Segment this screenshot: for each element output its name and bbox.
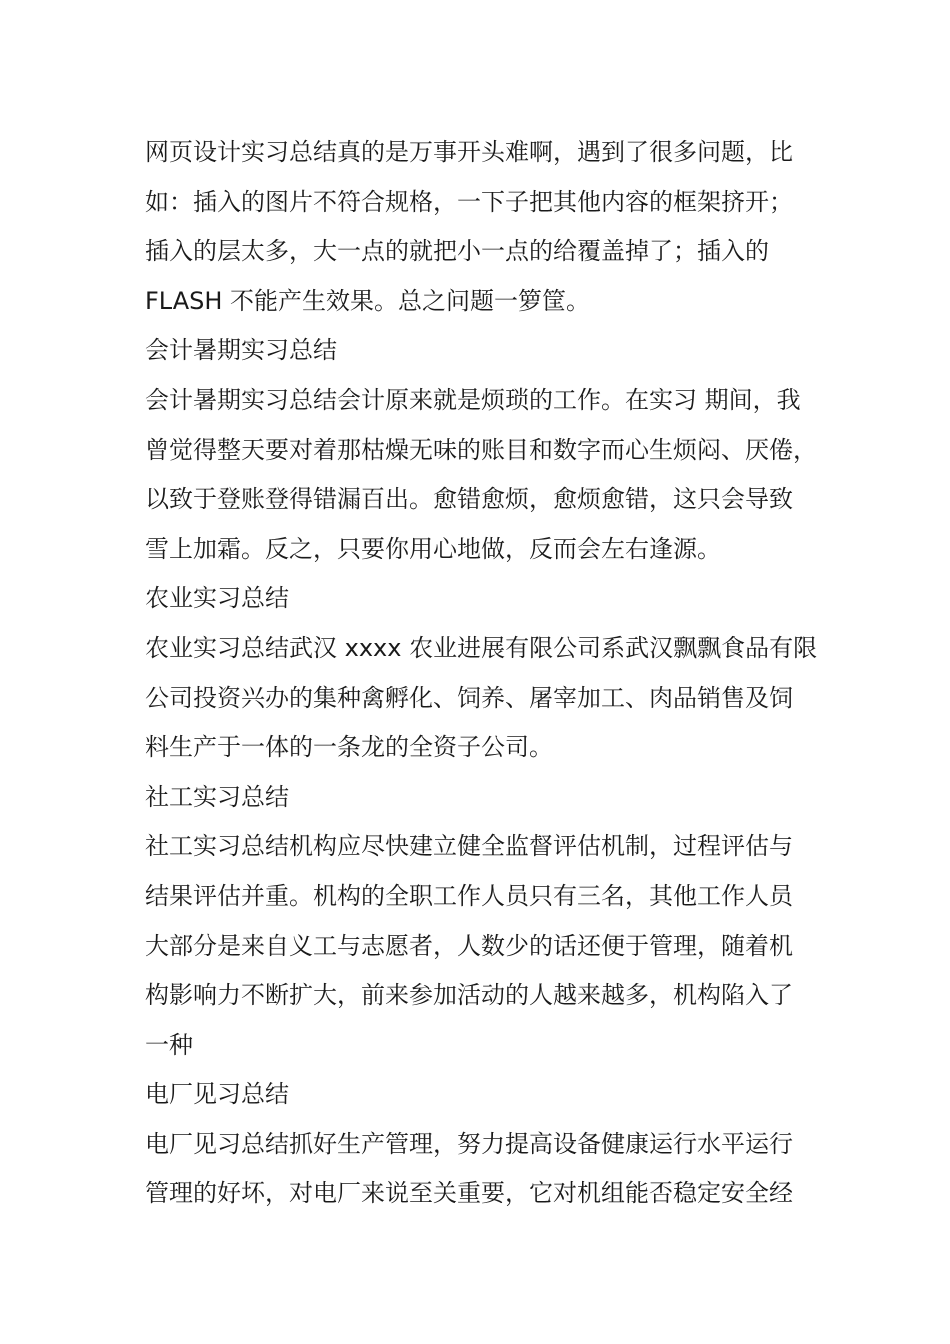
text-line: 公司投资兴办的集种禽孵化、饲养、屠宰加工、肉品销售及饲 (145, 683, 793, 712)
text-line: 构影响力不断扩大，前来参加活动的人越来越多，机构陷入了 (145, 981, 793, 1010)
document-body (145, 128, 825, 1219)
text-line: 电厂见习总结抓好生产管理，努力提高设备健康运行水平运行 (145, 1129, 793, 1158)
section-heading: 社工实习总结 (145, 782, 289, 811)
text-line: 网页设计实习总结真的是万事开头难啊，遇到了很多问题，比 (145, 138, 793, 166)
section-heading: 电厂见习总结 (145, 1080, 289, 1109)
section-heading: 农业实习总结 (145, 584, 289, 613)
text-line: 一种 (145, 1030, 193, 1059)
text-line: 农业实习总结武汉 xxxx 农业进展有限公司系武汉飘飘食品有限 (145, 633, 818, 662)
text-line: 雪上加霜。反之，只要你用心地做，反而会左右逢源。 (145, 534, 721, 563)
text-line: 如：插入的图片不符合规格，一下子把其他内容的框架挤开； (145, 187, 793, 216)
text-line: 社工实习总结机构应尽快建立健全监督评估机制，过程评估与 (145, 832, 793, 861)
text-line: 结果评估并重。机构的全职工作人员只有三名，其他工作人员 (145, 881, 793, 910)
text-line: 大部分是来自义工与志愿者，人数少的话还便于管理，随着机 (145, 931, 793, 960)
text-line: 料生产于一体的一条龙的全资子公司。 (145, 733, 553, 762)
text-line: 以致于登账登得错漏百出。愈错愈烦，愈烦愈错，这只会导致 (145, 485, 793, 514)
text-line: 曾觉得整天要对着那枯燥无味的账目和数字而心生烦闷、厌倦， (145, 435, 817, 464)
text-line: FLASH 不能产生效果。总之问题一箩筐。 (145, 286, 591, 315)
text-line: 管理的好坏，对电厂来说至关重要，它对机组能否稳定安全经 (145, 1179, 793, 1208)
text-line: 插入的层太多，大一点的就把小一点的给覆盖掉了；插入的 (145, 237, 769, 266)
section-heading: 会计暑期实习总结 (145, 336, 337, 365)
text-line: 会计暑期实习总结会计原来就是烦琐的工作。在实习 期间，我 (145, 385, 801, 414)
